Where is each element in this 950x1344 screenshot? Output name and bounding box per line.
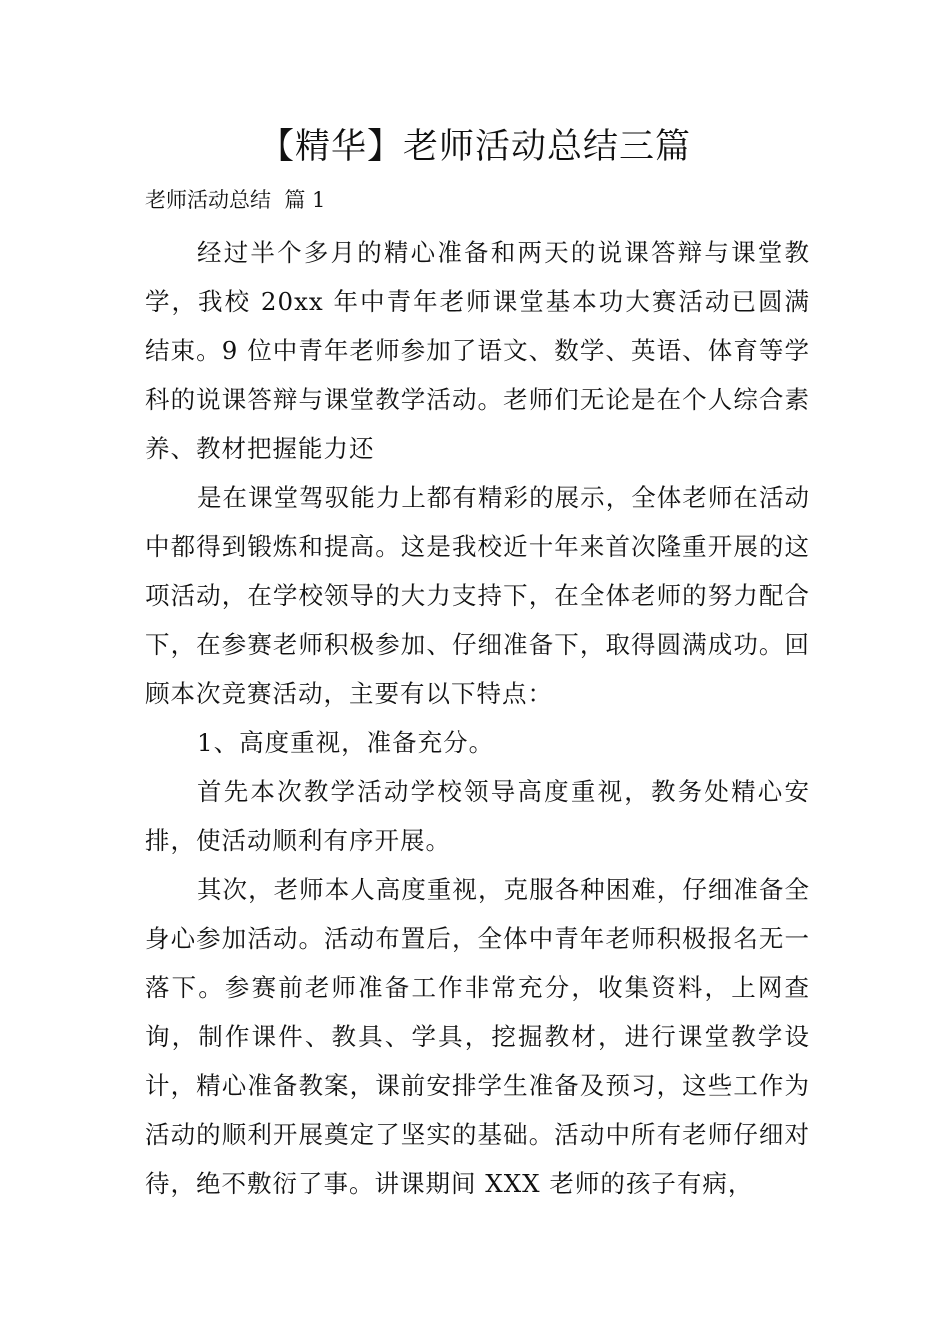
paragraph: 是在课堂驾驭能力上都有精彩的展示，全体老师在活动中都得到锻炼和提高。这是我校近十年来首次隆重开展的这项活动，在学校领导的大力支持下，在全体老师的努力配合下，在参赛老师积极参加、仔细准备下，取得圆满成功。回顾本次竞赛活动，主要有以下特点： [145,483,810,708]
document-title: 【精华】老师活动总结三篇 [258,127,691,167]
section-heading: 老师活动总结 篇 1 [145,188,326,212]
document-body [145,228,810,1208]
paragraph: 经过半个多月的精心准备和两天的说课答辩与课堂教学，我校 20xx 年中青年老师课堂基本功大赛活动已圆满结束。9 位中青年老师参加了语文、数学、英语、体育等学科的说课答辩与课堂教学活动。老师们无论是在个人综合素养、教材把握能力还 [145,238,810,463]
paragraph: 其次，老师本人高度重视，克服各种困难，仔细准备全身心参加活动。活动布置后，全体中青年老师积极报名无一落下。参赛前老师准备工作非常充分，收集资料，上网查询，制作课件、教具、学具，挖掘教材，进行课堂教学设计，精心准备教案，课前安排学生准备及预习，这些工作为活动的顺利开展奠定了坚实的基础。活动中所有老师仔细对待，绝不敷衍了事。讲课期间 XXX 老师的孩子有病， [145,875,810,1198]
paragraph: 首先本次教学活动学校领导高度重视，教务处精心安排，使活动顺利有序开展。 [145,777,810,855]
paragraph: 1、高度重视，准备充分。 [197,728,495,757]
